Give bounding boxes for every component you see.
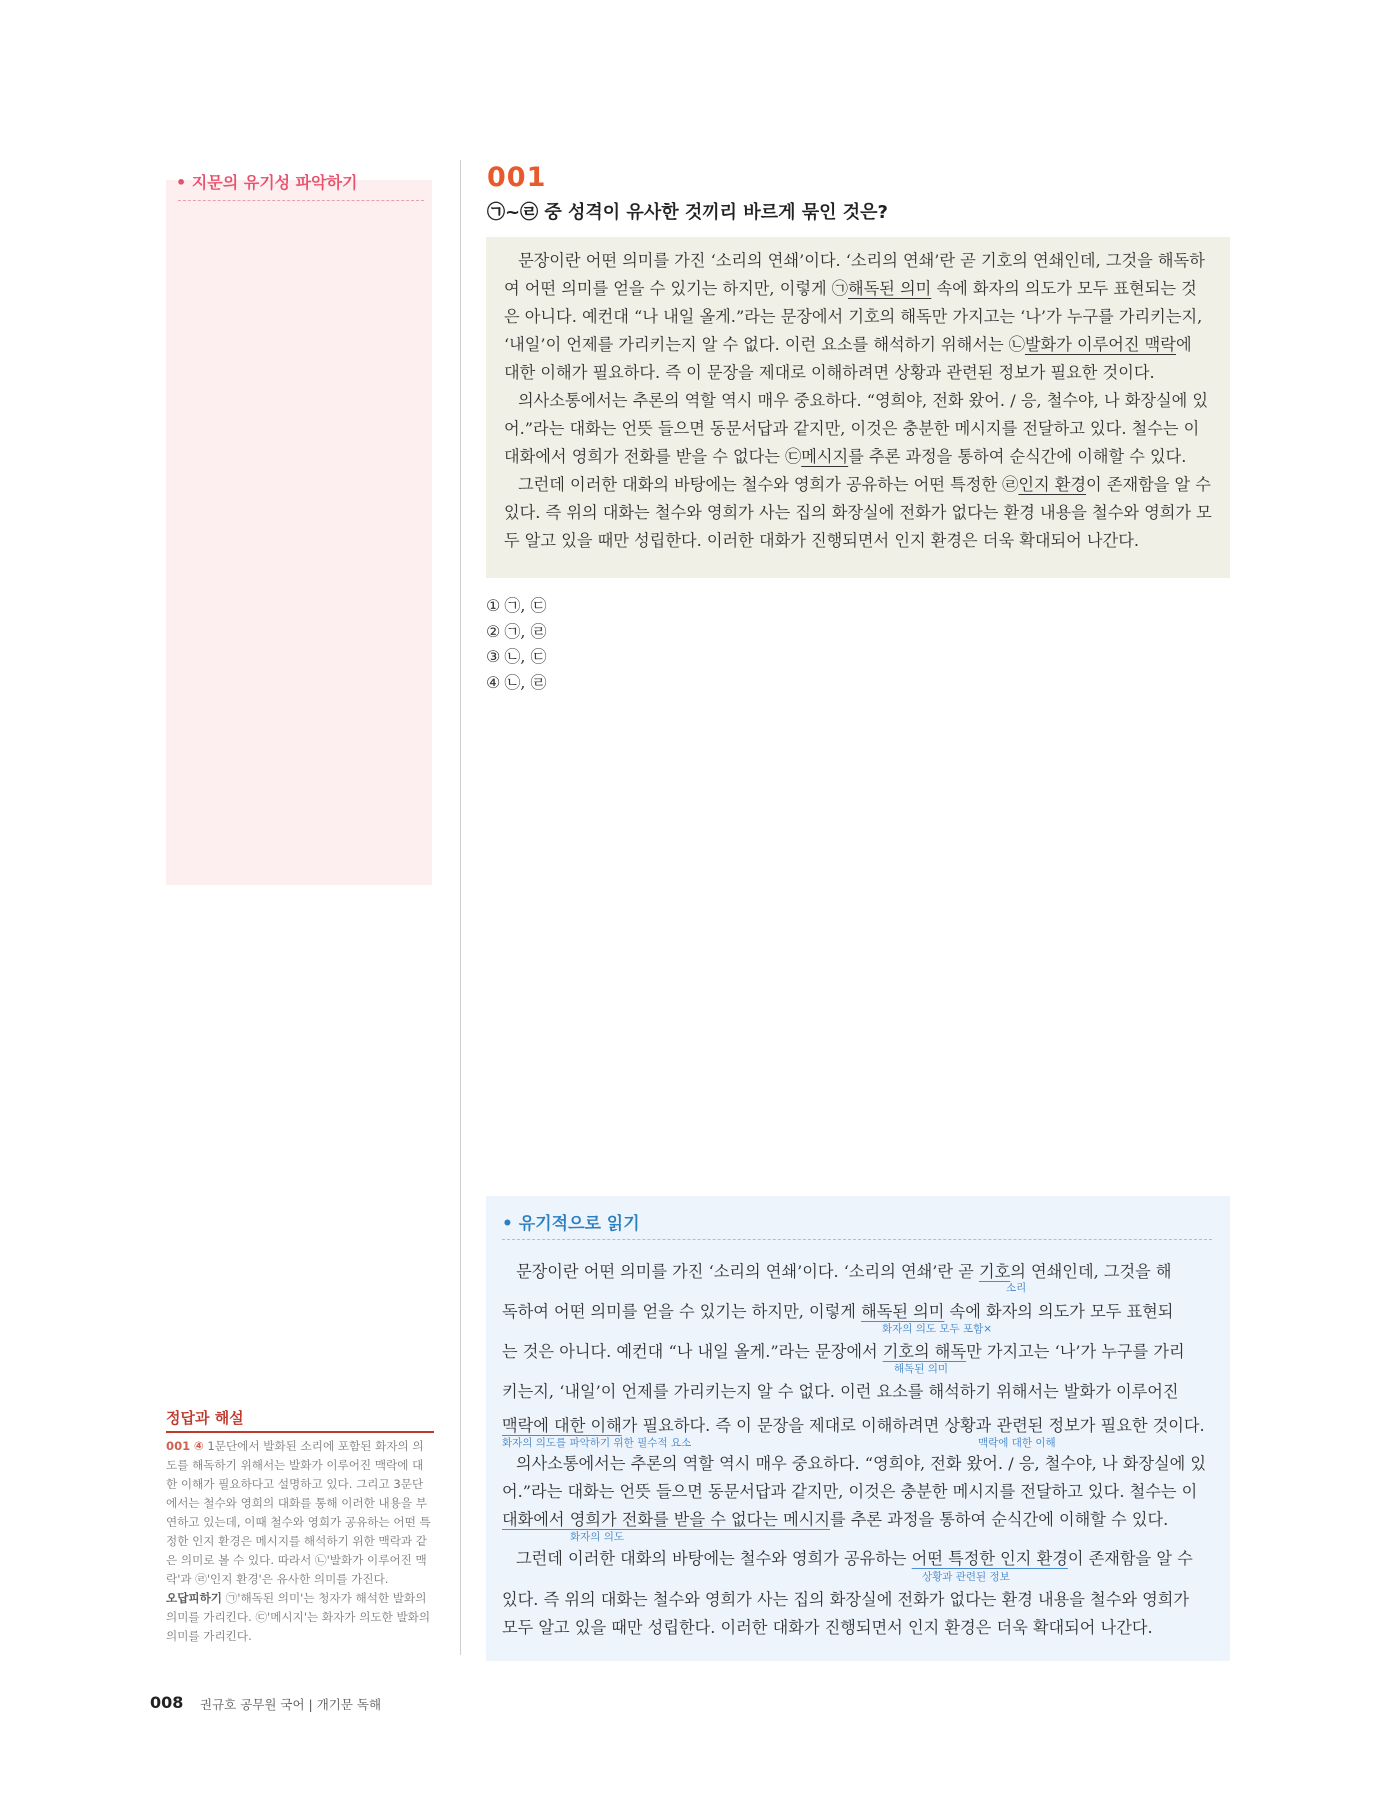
answer-explanation bbox=[166, 1437, 434, 1646]
reading-line-7 bbox=[502, 1478, 1197, 1502]
column-divider bbox=[460, 160, 461, 1655]
answer-body: 1문단에서 발화된 소리에 포함된 화자의 의도를 해독하기 위해서는 발화가 이루어진 맥락에 대한 이해가 필요하다고 설명하고 있다. 그리고 3문단에서는 철수와 영희의 대화를 통해 이러한 내용을 부연하고 있는데, 이때 철수와 영희가 공유하는 어떤 특정한 인지 환경은 메시지를 해석하기 위한 맥락과 같은 의미로 볼 수 있다. 따라서 ㉡'발화가 이루어진 맥락'과 ㉣'인지 환경'은 유사한 의미를 가진다. bbox=[166, 1439, 431, 1586]
reading-line-6 bbox=[516, 1450, 1206, 1474]
reading-text-span: 의 연쇄인데, 그것을 해 bbox=[1010, 1262, 1172, 1281]
reading-underlined-span: 어떤 특정한 인지 환경 bbox=[911, 1549, 1068, 1568]
choice-text: ㉡, ㉣ bbox=[504, 672, 547, 692]
passage-text: 에 대한 이해가 필요하다. 즉 이 문장을 제대로 이해하려면 상황과 관련된 정보가 필요한 것이다. bbox=[504, 335, 1192, 382]
annotation-sound: 소리 bbox=[1006, 1282, 1027, 1294]
reading-text-span: 이 존재함을 알 수 bbox=[1067, 1549, 1193, 1568]
annotation-context-understanding: 맥락에 대한 이해 bbox=[978, 1437, 1056, 1449]
underlined-phrase-giyeok: 해독된 의미 bbox=[847, 279, 932, 298]
passage-paragraph-1 bbox=[504, 247, 1212, 387]
choice-4[interactable] bbox=[486, 670, 547, 696]
reading-line-5 bbox=[502, 1412, 1205, 1436]
choice-number: ③ bbox=[486, 647, 501, 666]
annotation-decoded-meaning: 해독된 의미 bbox=[894, 1363, 949, 1375]
underlined-phrase-nieun: 발화가 이루어진 맥락 bbox=[1024, 335, 1176, 354]
choice-number: ① bbox=[486, 596, 501, 615]
passage-text: 이 존재함을 알 수 있다. 즉 위의 대화는 철수와 영희가 사는 집의 화장실에 전화가 없다는 환경 내용을 철수와 영희가 모두 알고 있을 때만 성립한다. 이러한 대화가 진행되면서 인지 환경은 더욱 확대되어 나간다. bbox=[504, 475, 1212, 550]
reading-line-1 bbox=[516, 1258, 1172, 1282]
reading-title: • 유기적으로 읽기 bbox=[502, 1214, 640, 1234]
question-number: 001 bbox=[487, 162, 547, 193]
question-prompt: ㉠~㉣ 중 성격이 유사한 것끼리 바르게 묶인 것은? bbox=[487, 202, 888, 223]
reading-text-span: 의사소통에서는 추론의 역할 역시 매우 중요하다. “영희야, 전화 왔어. / 응, 철수야, 나 화장실에 있 bbox=[516, 1454, 1207, 1473]
choice-number: ④ bbox=[486, 672, 501, 692]
reading-text-span: 어.”라는 대화는 언뜻 들으면 동문서답과 같지만, 이것은 충분한 메시지를 전달하고 있다. 철수는 이 bbox=[502, 1482, 1198, 1501]
reading-underlined-span: 기호의 해독 bbox=[882, 1342, 967, 1361]
passage-paragraph-2 bbox=[504, 387, 1212, 471]
passage-paragraph-3 bbox=[504, 471, 1212, 555]
annotation-situational-info: 상황과 관련된 정보 bbox=[922, 1571, 1010, 1583]
passage-text: 그런데 이러한 대화의 바탕에는 철수와 영희가 공유하는 어떤 특정한 ㉣ bbox=[518, 475, 1019, 494]
choice-text: ㉠, ㉢ bbox=[504, 596, 547, 615]
reading-underlined-span: 기호 bbox=[978, 1262, 1011, 1281]
choice-text: ㉠, ㉣ bbox=[504, 621, 547, 641]
passage-text: 의사소통에서는 추론의 역할 역시 매우 중요하다. “영희야, 전화 왔어. / 응, 철수야, 나 화장실에 있어.”라는 대화는 언뜻 들으면 동문서답과 같지만, 이것은 충분한 메시지를 전달하고 있다. 철수는 이 대화에서 영희가 전화를 받을 수 없다는 ㉢ bbox=[504, 391, 1209, 466]
reading-text-span: 독하여 어떤 의미를 얻을 수 있기는 하지만, 이렇게 bbox=[502, 1302, 862, 1321]
choice-text: ㉡, ㉢ bbox=[504, 647, 547, 666]
reading-text-span: 문장이란 어떤 의미를 가진 ‘소리의 연쇄’이다. ‘소리의 연쇄’란 곧 bbox=[516, 1262, 979, 1281]
reading-text bbox=[502, 1258, 1214, 1658]
wrong-answer-body: ㉠'해독된 의미'는 청자가 해석한 발화의 의미를 가리킨다. ㉢'메시지'는 화자가 의도한 발화의 의미를 가리킨다. bbox=[166, 1591, 431, 1643]
reading-line-3 bbox=[502, 1338, 1185, 1362]
reading-line-10 bbox=[502, 1586, 1189, 1610]
reading-divider bbox=[502, 1239, 1212, 1240]
passage-text: 문장이란 어떤 의미를 가진 ‘소리의 연쇄’이다. ‘소리의 연쇄’란 곧 기호의 연쇄인데, 그것을 해독하여 어떤 의미를 얻을 수 있기는 하지만, 이렇게 ㉠ bbox=[504, 251, 1205, 298]
reading-line-9 bbox=[516, 1545, 1193, 1569]
answer-label: 001 bbox=[166, 1439, 191, 1453]
answer-mark: ④ bbox=[193, 1439, 204, 1453]
reading-line-4 bbox=[502, 1378, 1179, 1402]
reading-text-span: 모두 알고 있을 때만 성립한다. 이러한 대화가 진행되면서 인지 환경은 더욱 확대되어 나간다. bbox=[502, 1618, 1153, 1637]
page-number: 008 bbox=[150, 1693, 184, 1712]
reading-text-span: 키는지, ‘내일’이 언제를 가리키는지 알 수 없다. 이런 요소를 해석하기 위해서는 발화가 이루어진 bbox=[502, 1382, 1179, 1401]
choice-number: ② bbox=[486, 621, 501, 641]
annotation-speaker-intent: 화자의 의도 모두 포함× bbox=[882, 1323, 993, 1335]
underlined-phrase-digeut: 메시지 bbox=[801, 447, 849, 466]
reading-underlined-span: 맥락에 대한 이해 bbox=[502, 1416, 622, 1435]
reading-text-span: 가 필요하다. 즉 이 문장을 제대로 이해하려면 상황과 관련된 정보가 필요한 것이다. bbox=[621, 1416, 1205, 1435]
choice-3[interactable] bbox=[486, 644, 547, 670]
sidebar-panel bbox=[166, 180, 432, 885]
reading-underlined-span: 해독된 의미 bbox=[861, 1302, 945, 1321]
passage-text: 를 추론 과정을 통하여 순식간에 이해할 수 있다. bbox=[848, 447, 1187, 466]
wrong-answer-label: 오답피하기 bbox=[166, 1591, 222, 1605]
reading-text-span: 속에 화자의 의도가 모두 표현되 bbox=[944, 1302, 1174, 1321]
answer-choices bbox=[486, 593, 547, 695]
reading-text-span: 만 가지고는 ‘나’가 누구를 가리 bbox=[966, 1342, 1185, 1361]
choice-2[interactable] bbox=[486, 619, 547, 645]
reading-text-span: 그런데 이러한 대화의 바탕에는 철수와 영희가 공유하는 bbox=[516, 1549, 912, 1568]
sidebar-divider bbox=[178, 200, 424, 201]
annotation-essential-element: 화자의 의도를 파악하기 위한 필수적 요소 bbox=[502, 1437, 692, 1449]
reading-line-11 bbox=[502, 1614, 1153, 1638]
reading-text-span: 있다. 즉 위의 대화는 철수와 영희가 사는 집의 화장실에 전화가 없다는 환경 내용을 철수와 영희가 bbox=[502, 1590, 1190, 1609]
reading-text-span: 를 추론 과정을 통하여 순식간에 이해할 수 있다. bbox=[829, 1510, 1169, 1529]
annotation-intent: 화자의 의도 bbox=[570, 1531, 625, 1543]
passage-text: 속에 화자의 의도가 모두 표현되는 것은 아니다. 예컨대 “나 내일 올게.”라는 문장에서 기호의 해독만 가지고는 ‘나’가 누구를 가리키는지, ‘내일’이 언제를 가리키는지 알 수 없다. 이런 요소를 해석하기 위해서는 ㉡ bbox=[504, 279, 1203, 354]
answer-section-rule bbox=[166, 1431, 434, 1433]
reading-line-8 bbox=[502, 1506, 1168, 1530]
reading-line-2 bbox=[502, 1298, 1173, 1322]
choice-1[interactable] bbox=[486, 593, 547, 619]
sidebar-title: • 지문의 유기성 파악하기 bbox=[176, 173, 358, 192]
book-title: 권규호 공무원 국어 | 개기문 독해 bbox=[200, 1697, 382, 1712]
reading-text-span: 는 것은 아니다. 예컨대 “나 내일 올게.”라는 문장에서 bbox=[502, 1342, 883, 1361]
question-passage bbox=[486, 237, 1230, 578]
underlined-phrase-rieul: 인지 환경 bbox=[1018, 475, 1087, 494]
reading-underlined-span: 대화에서 영희가 전화를 받을 수 없다는 메시지 bbox=[502, 1510, 830, 1529]
answer-section-title: 정답과 해설 bbox=[166, 1409, 244, 1427]
